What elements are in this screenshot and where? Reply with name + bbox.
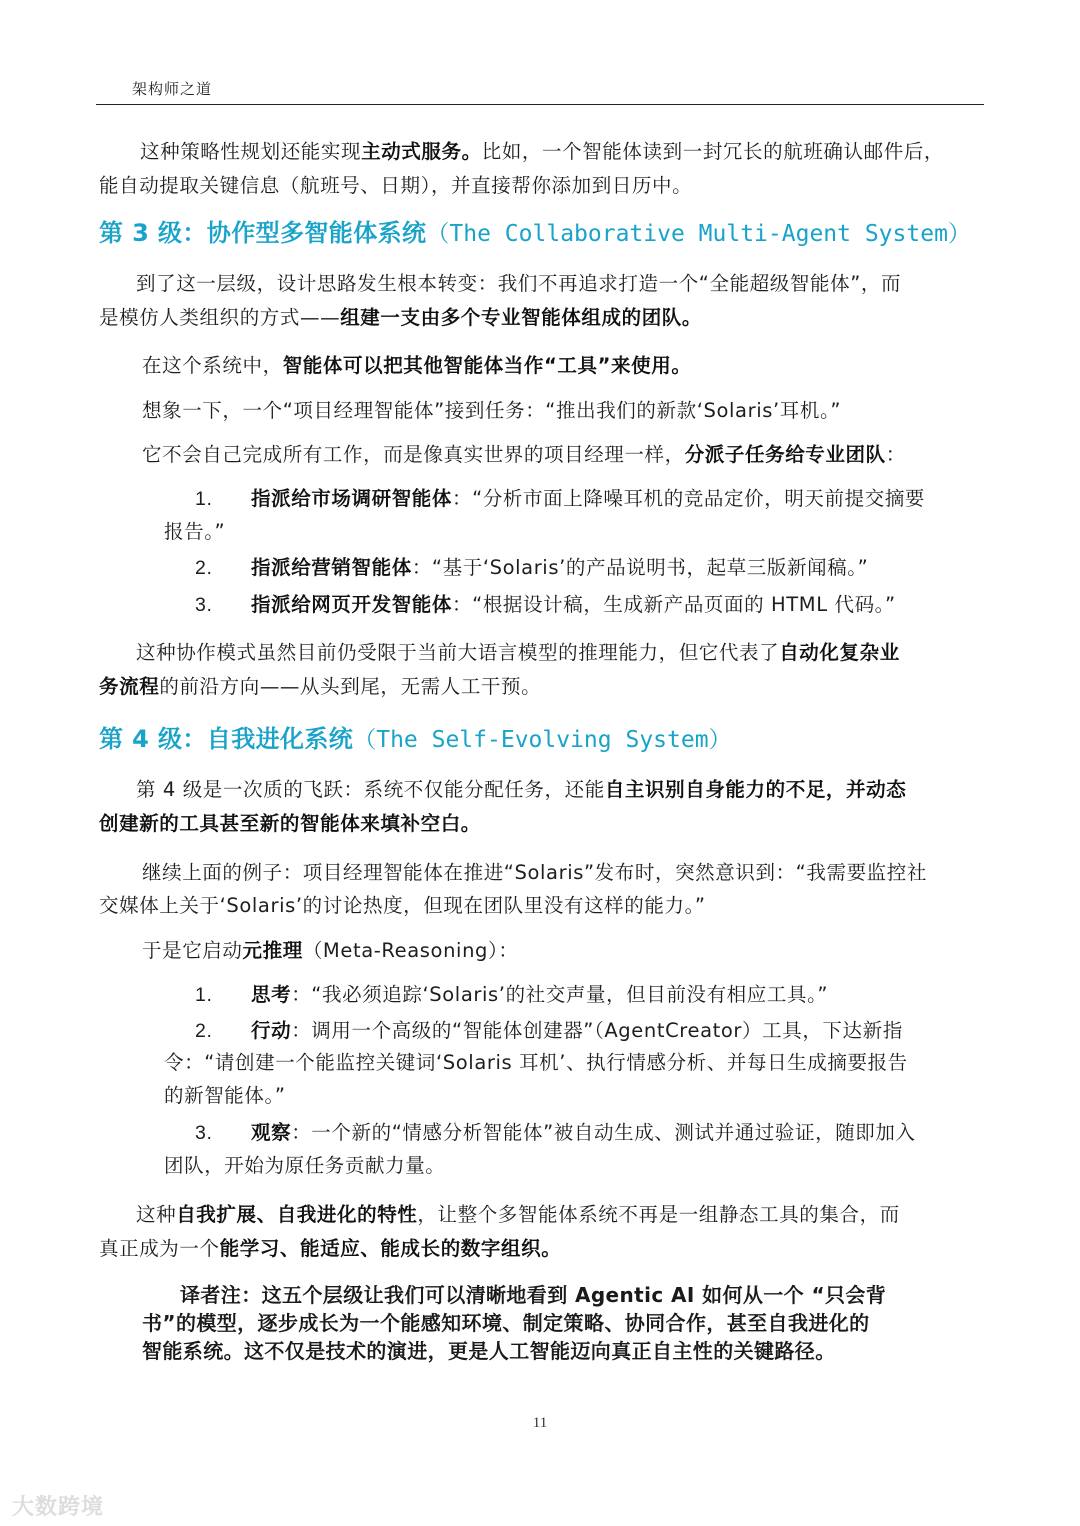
paragraph-1-line-1 <box>140 136 944 164</box>
heading-zh: 第 3 级：协作型多智能体系统 <box>99 219 427 247</box>
list-item <box>195 483 925 511</box>
bold-text: 指派给市场调研智能体 <box>251 487 453 510</box>
list-number: 1. <box>195 488 213 510</box>
translator-note-line-2: 书”的模型，逐步成长为一个能感知环境、制定策略、协同合作，甚至自我进化的 <box>142 1311 870 1335</box>
bold-text: 行动 <box>251 1019 292 1042</box>
list-item-continuation: 报告。” <box>164 520 226 543</box>
bold-text: 分派子任务给专业团队 <box>684 443 886 466</box>
list-number: 2. <box>195 1020 213 1042</box>
paragraph-6-line-1 <box>136 637 900 665</box>
section-heading-level-4 <box>99 719 732 754</box>
bold-text: 主动式服务。 <box>361 140 482 163</box>
bold-text: 创建新的工具甚至新的智能体来填补空白。 <box>99 812 481 835</box>
list-item <box>195 589 896 617</box>
list-item <box>195 1015 903 1043</box>
text: ，让整个多智能体系统不再是一组静态工具的集合，而 <box>417 1203 900 1226</box>
watermark: 大数跨境 <box>12 1495 105 1520</box>
text: 在这个系统中， <box>142 354 283 377</box>
bold-text: 思考 <box>251 983 292 1006</box>
header-title: 架构师之道 <box>132 80 213 98</box>
list-item <box>195 552 868 580</box>
text: 这种协作模式虽然目前仍受限于当前大语言模型的推理能力，但它代表了 <box>136 641 780 664</box>
bold-text: 指派给网页开发智能体 <box>251 593 453 616</box>
heading-zh: 第 4 级：自我进化系统 <box>99 725 354 753</box>
text: ：调用一个高级的“智能体创建器”（AgentCreator）工具，下达新指 <box>291 1019 903 1042</box>
bold-text: 自我扩展、自我进化的特性 <box>176 1203 418 1226</box>
text: 的前沿方向——从头到尾，无需人工干预。 <box>159 675 542 698</box>
bold-text: 务流程 <box>99 675 160 698</box>
text: ：“基于‘Solaris’的产品说明书，起草三版新闻稿。” <box>411 556 869 579</box>
translator-note-line-1: 译者注：这五个层级让我们可以清晰地看到 Agentic AI 如何从一个 “只会背 <box>180 1283 887 1307</box>
list-item <box>195 979 828 1007</box>
paragraph-1-line-2: 能自动提取关键信息（航班号、日期），并直接帮你添加到日历中。 <box>99 174 693 197</box>
bold-text: 组建一支由多个专业智能体组成的团队。 <box>340 306 703 329</box>
text: ：一个新的“情感分析智能体”被自动生成、测试并通过验证，随即加入 <box>291 1121 916 1144</box>
heading-en: （The Self-Evolving System） <box>353 727 732 753</box>
paragraph-10-line-1 <box>136 1199 900 1227</box>
list-item-continuation: 的新智能体。” <box>164 1084 286 1107</box>
text: （Meta-Reasoning）： <box>302 939 519 962</box>
paragraph-2-line-2 <box>99 302 702 330</box>
paragraph-6-line-2 <box>99 671 541 699</box>
list-number: 2. <box>195 557 213 579</box>
bold-text: 自动化复杂业 <box>779 641 900 664</box>
text: ：“分析市面上降噪耳机的竞品定价，明天前提交摘要 <box>452 487 926 510</box>
list-item-continuation: 令：“请创建一个能监控关键词‘Solaris 耳机’、执行情感分析、并每日生成摘要报告 <box>164 1051 908 1074</box>
bold-text: 能学习、能适应、能成长的数字组织。 <box>219 1237 562 1260</box>
paragraph-8-line-1: 继续上面的例子：项目经理智能体在推进“Solaris”发布时，突然意识到：“我需要监控社 <box>142 861 927 884</box>
text: 第 4 级是一次质的飞跃：系统不仅能分配任务，还能 <box>136 778 605 801</box>
section-heading-level-3 <box>99 213 971 248</box>
paragraph-8-line-2: 交媒体上关于‘Solaris’的讨论热度，但现在团队里没有这样的能力。” <box>99 894 706 917</box>
text: 真正成为一个 <box>99 1237 220 1260</box>
paragraph-7-line-2 <box>99 808 481 836</box>
bold-text: 智能体可以把其他智能体当作“工具”来使用。 <box>282 354 692 377</box>
page-header <box>96 78 984 105</box>
paragraph-7-line-1 <box>136 774 906 802</box>
paragraph-4: 想象一下，一个“项目经理智能体”接到任务：“推出我们的新款‘Solaris’耳机。” <box>142 399 842 422</box>
heading-en: （The Collaborative Multi-Agent System） <box>426 221 971 247</box>
list-item-continuation: 团队，开始为原任务贡献力量。 <box>164 1154 446 1177</box>
text: 是模仿人类组织的方式—— <box>99 306 341 329</box>
text: ： <box>885 443 906 466</box>
list-number: 3. <box>195 1122 213 1144</box>
bold-text: 观察 <box>251 1121 292 1144</box>
text: 这种 <box>136 1203 177 1226</box>
paragraph-9 <box>142 935 518 963</box>
text: ：“根据设计稿，生成新产品页面的 HTML 代码。” <box>452 593 896 616</box>
list-item <box>195 1117 916 1145</box>
paragraph-5 <box>142 439 906 467</box>
text: 比如，一个智能体读到一封冗长的航班确认邮件后， <box>481 140 945 163</box>
text: 于是它启动 <box>142 939 243 962</box>
bold-text: 指派给营销智能体 <box>251 556 412 579</box>
list-number: 1. <box>195 984 213 1006</box>
paragraph-3 <box>142 350 691 378</box>
page-number: 11 <box>532 1415 548 1431</box>
bold-text: 自主识别自身能力的不足，并动态 <box>604 778 907 801</box>
translator-note-line-3: 智能系统。这不仅是技术的演进，更是人工智能迈向真正自主性的关键路径。 <box>142 1339 836 1363</box>
paragraph-10-line-2 <box>99 1233 561 1261</box>
bold-text: 元推理 <box>242 939 303 962</box>
list-number: 3. <box>195 594 213 616</box>
text: 这种策略性规划还能实现 <box>140 140 362 163</box>
text: 它不会自己完成所有工作，而是像真实世界的项目经理一样， <box>142 443 685 466</box>
text: ：“我必须追踪‘Solaris’的社交声量，但目前没有相应工具。” <box>291 983 829 1006</box>
paragraph-2-line-1: 到了这一层级，设计思路发生根本转变：我们不再追求打造一个“全能超级智能体”，而 <box>136 272 902 295</box>
